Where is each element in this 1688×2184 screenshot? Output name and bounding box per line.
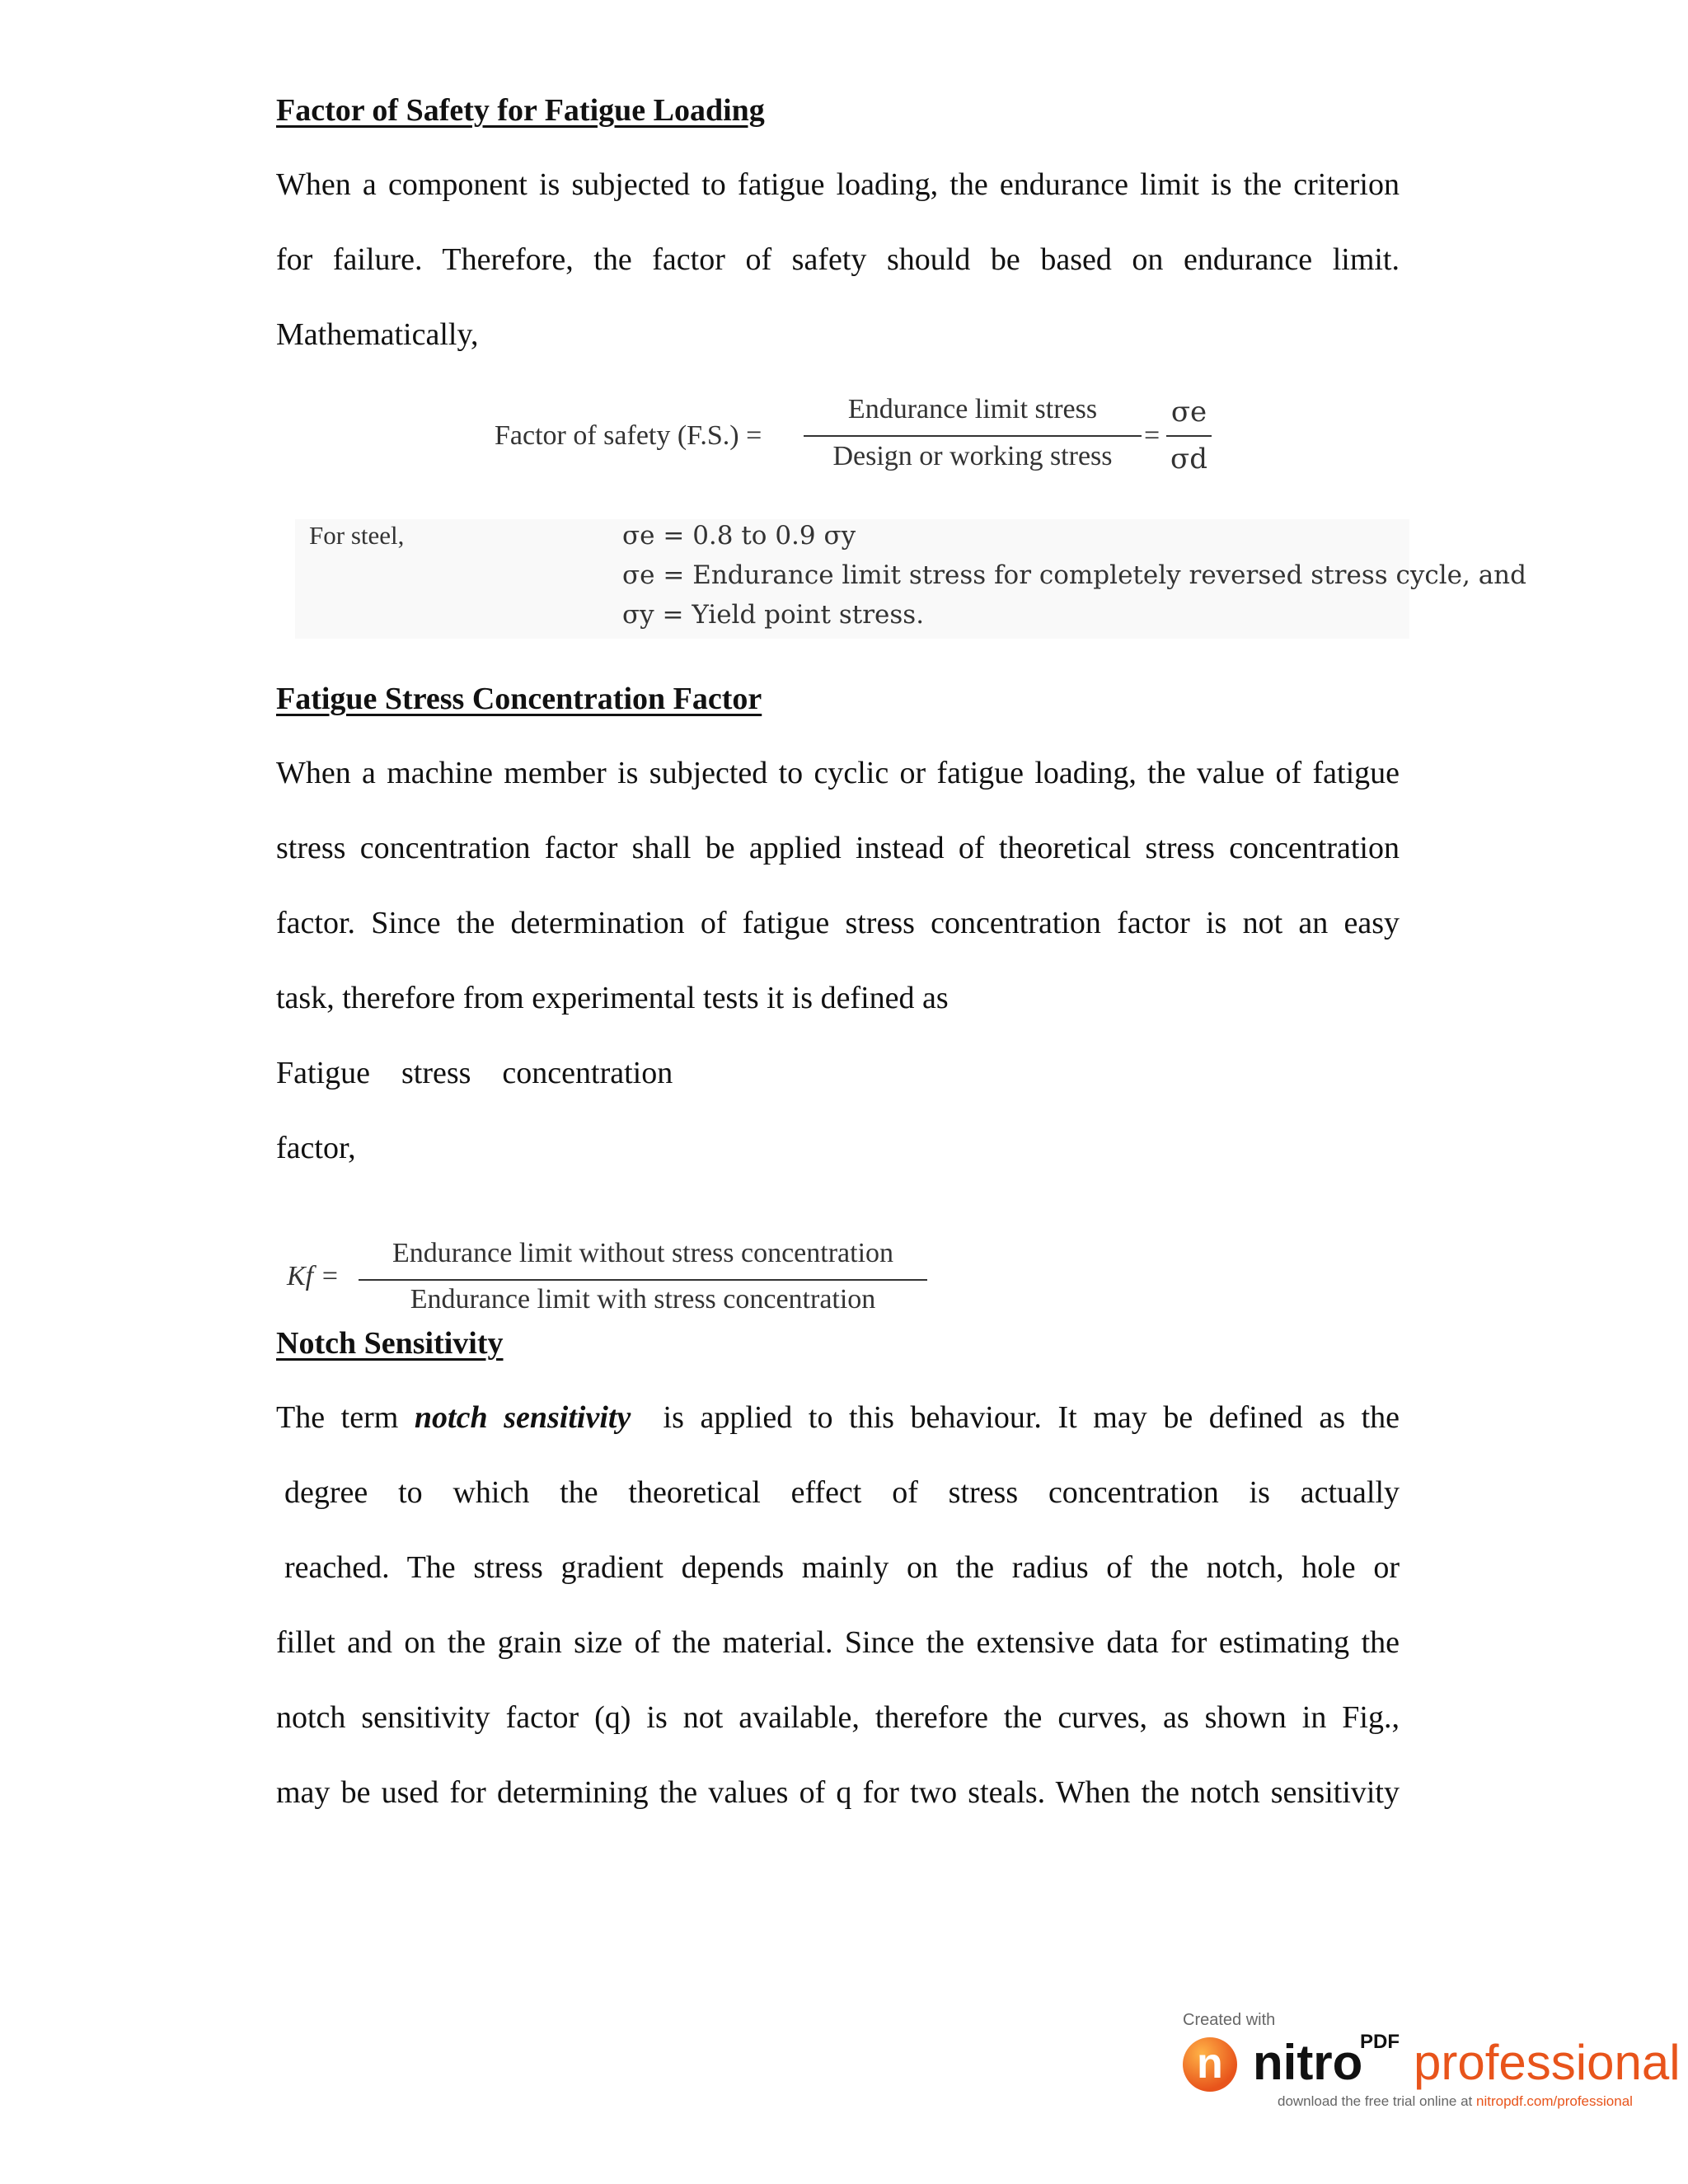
watermark-brand: nitro xyxy=(1253,2035,1363,2090)
watermark-download-link[interactable]: download the free trial online at nitropdf.com/professional xyxy=(1278,2093,1633,2109)
fraction-bar xyxy=(1166,435,1212,437)
paragraph-line: Fatigue stress concentration xyxy=(276,1056,673,1090)
nitro-logo-letter: n xyxy=(1197,2040,1223,2088)
paragraph-line: notch sensitivity factor (q) is not available, therefore the curves, as shown in Fig., xyxy=(276,1700,1400,1735)
formula-fos-lhs: Factor of safety (F.S.) = xyxy=(495,420,762,451)
fraction-bar xyxy=(359,1279,927,1281)
steel-row: σe = Endurance limit stress for completely reversed stress cycle, and xyxy=(622,560,1526,590)
formula-fos-sigma-e: σe xyxy=(1170,396,1207,429)
paragraph-line: factor, xyxy=(276,1131,356,1165)
steel-row: σy = Yield point stress. xyxy=(622,600,925,630)
paragraph-line: factor. Since the determination of fatigue stress concentration factor is not an easy xyxy=(276,906,1400,940)
steel-label: For steel, xyxy=(309,521,405,550)
heading-fatigue-stress-concentration: Fatigue Stress Concentration Factor xyxy=(276,682,762,716)
formula-kf-numerator: Endurance limit without stress concentration xyxy=(392,1238,894,1268)
paragraph-line: fillet and on the grain size of the material. Since the extensive data for estimating the xyxy=(276,1625,1400,1660)
paragraph-line: stress concentration factor shall be applied instead of theoretical stress concentration xyxy=(276,831,1400,865)
paragraph-line: degree to which the theoretical effect of stress concentration is actually xyxy=(284,1475,1400,1510)
formula-fos-equals: = xyxy=(1144,420,1160,451)
paragraph-line: for failure. Therefore, the factor of safety should be based on endurance limit. xyxy=(276,242,1400,277)
watermark-pdf: PDF xyxy=(1360,2031,1400,2053)
steel-row: σe = 0.8 to 0.9 σy xyxy=(622,521,856,551)
paragraph-line: reached. The stress gradient depends mainly on the radius of the notch, hole or xyxy=(284,1550,1400,1585)
formula-kf-lhs: Kf = xyxy=(287,1261,340,1291)
heading-factor-of-safety: Factor of Safety for Fatigue Loading xyxy=(276,93,765,128)
formula-fos-denominator: Design or working stress xyxy=(832,441,1113,471)
formula-fos-sigma-d: σd xyxy=(1170,443,1207,476)
fraction-bar xyxy=(804,435,1142,437)
formula-fos-numerator: Endurance limit stress xyxy=(847,394,1098,424)
paragraph-line: When a component is subjected to fatigue loading, the endurance limit is the criterion xyxy=(276,167,1400,202)
watermark-created-with: Created with xyxy=(1183,2011,1276,2029)
paragraph-line: may be used for determining the values of q for two steals. When the notch sensitivity xyxy=(276,1775,1400,1810)
paragraph-line: Mathematically, xyxy=(276,317,479,352)
paragraph-line: task, therefore from experimental tests it is defined as xyxy=(276,981,949,1015)
emphasis-notch-sensitivity: notch sensitivity xyxy=(414,1400,631,1435)
formula-kf-denominator: Endurance limit with stress concentration xyxy=(410,1284,876,1315)
paragraph-line: When a machine member is subjected to cyclic or fatigue loading, the value of fatigue xyxy=(276,756,1400,790)
watermark-edition: professional xyxy=(1414,2035,1681,2090)
heading-notch-sensitivity: Notch Sensitivity xyxy=(276,1326,504,1361)
paragraph-line: The term notch sensitivity is applied to this behaviour. It may be defined as the xyxy=(276,1400,1400,1435)
